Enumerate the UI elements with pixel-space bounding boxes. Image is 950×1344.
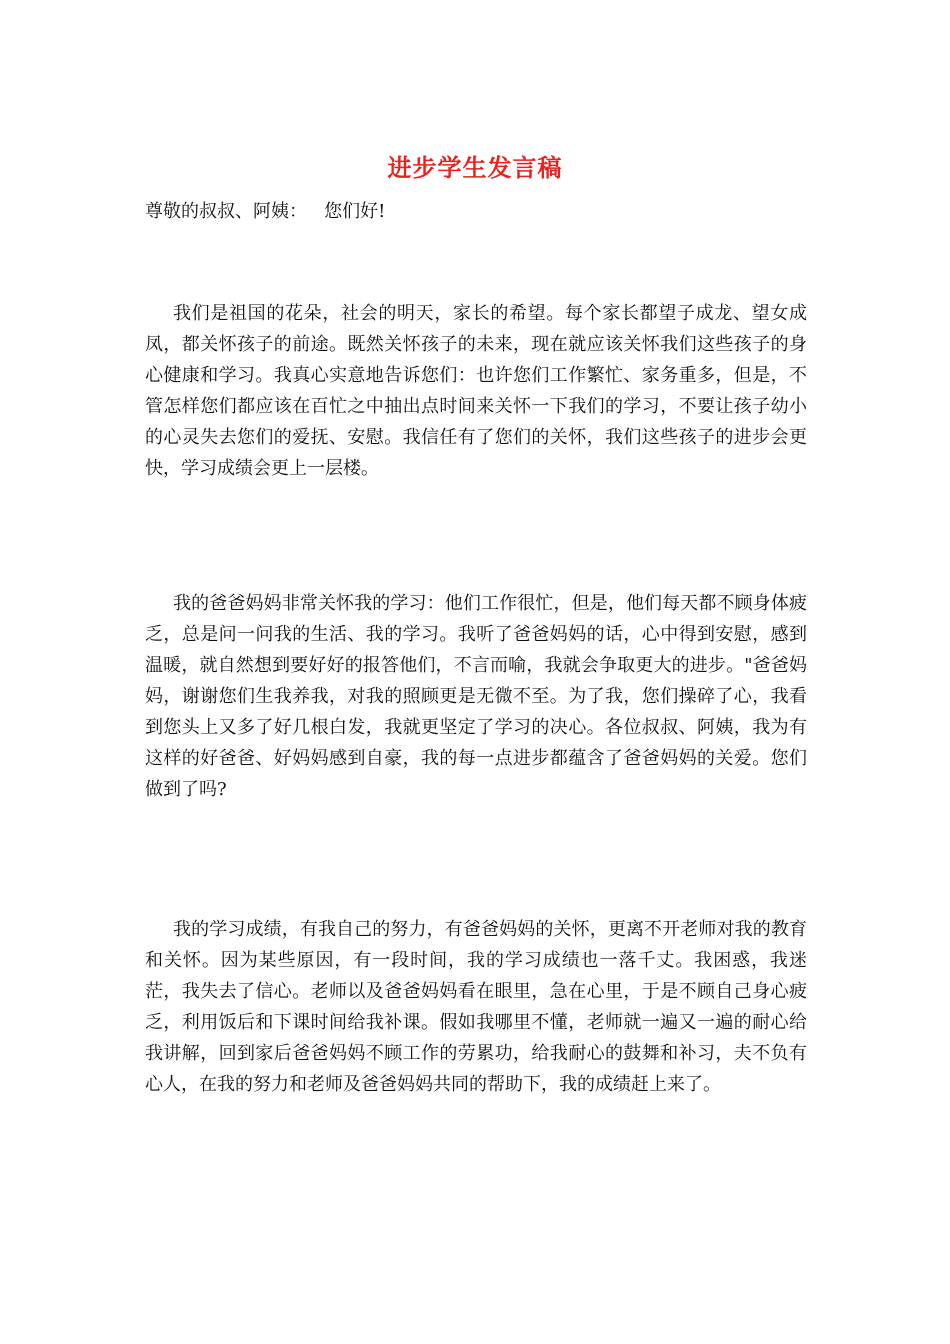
paragraph-2: 我的爸爸妈妈非常关怀我的学习：他们工作很忙，但是，他们每天都不顾身体疲乏，总是问一问我的生活、我的学习。我听了爸爸妈妈的话，心中得到安慰，感到温暖，就自然想到要好好的报答他们，不言而喻，我就会争取更大的进步。"爸爸妈妈，谢谢您们生我养我，对我的照顾更是无微不至。为了我，您们操碎了心，我看到您头上又多了好几根白发，我就更坚定了学习的决心。各位叔叔、阿姨，我为有这样的好爸爸、好妈妈感到自豪，我的每一点进步都蕴含了爸爸妈妈的关爱。您们做到了吗?: [145, 593, 807, 800]
paragraph-3: 我的学习成绩，有我自己的努力，有爸爸妈妈的关怀，更离不开老师对我的教育和关怀。因为某些原因，有一段时间，我的学习成绩也一落千丈。我困惑，我迷茫，我失去了信心。老师以及爸爸妈妈看在眼里，急在心里，于是不顾自己身心疲乏，利用饭后和下课时间给我补课。假如我哪里不懂，老师就一遍又一遍的耐心给我讲解，回到家后爸爸妈妈不顾工作的劳累功，给我耐心的鼓舞和补习，夫不负有心人，在我的努力和老师及爸爸妈妈共同的帮助下，我的成绩赶上来了。: [145, 919, 807, 1095]
paragraph-1: 我们是祖国的花朵，社会的明天，家长的希望。每个家长都望子成龙、望女成凤，都关怀孩子的前途。既然关怀孩子的未来，现在就应该关怀我们这些孩子的身心健康和学习。我真心实意地告诉您们：也许您们工作繁忙、家务重多，但是，不管怎样您们都应该在百忙之中抽出点时间来关怀一下我们的学习，不要让孩子幼小的心灵失去您们的爱抚、安慰。我信任有了您们的关怀，我们这些孩子的进步会更快，学习成绩会更上一层楼。: [145, 303, 807, 479]
greeting-line: 尊敬的叔叔、阿姨： 您们好!: [145, 201, 386, 222]
document-title: 进步学生发言稿: [387, 153, 563, 182]
